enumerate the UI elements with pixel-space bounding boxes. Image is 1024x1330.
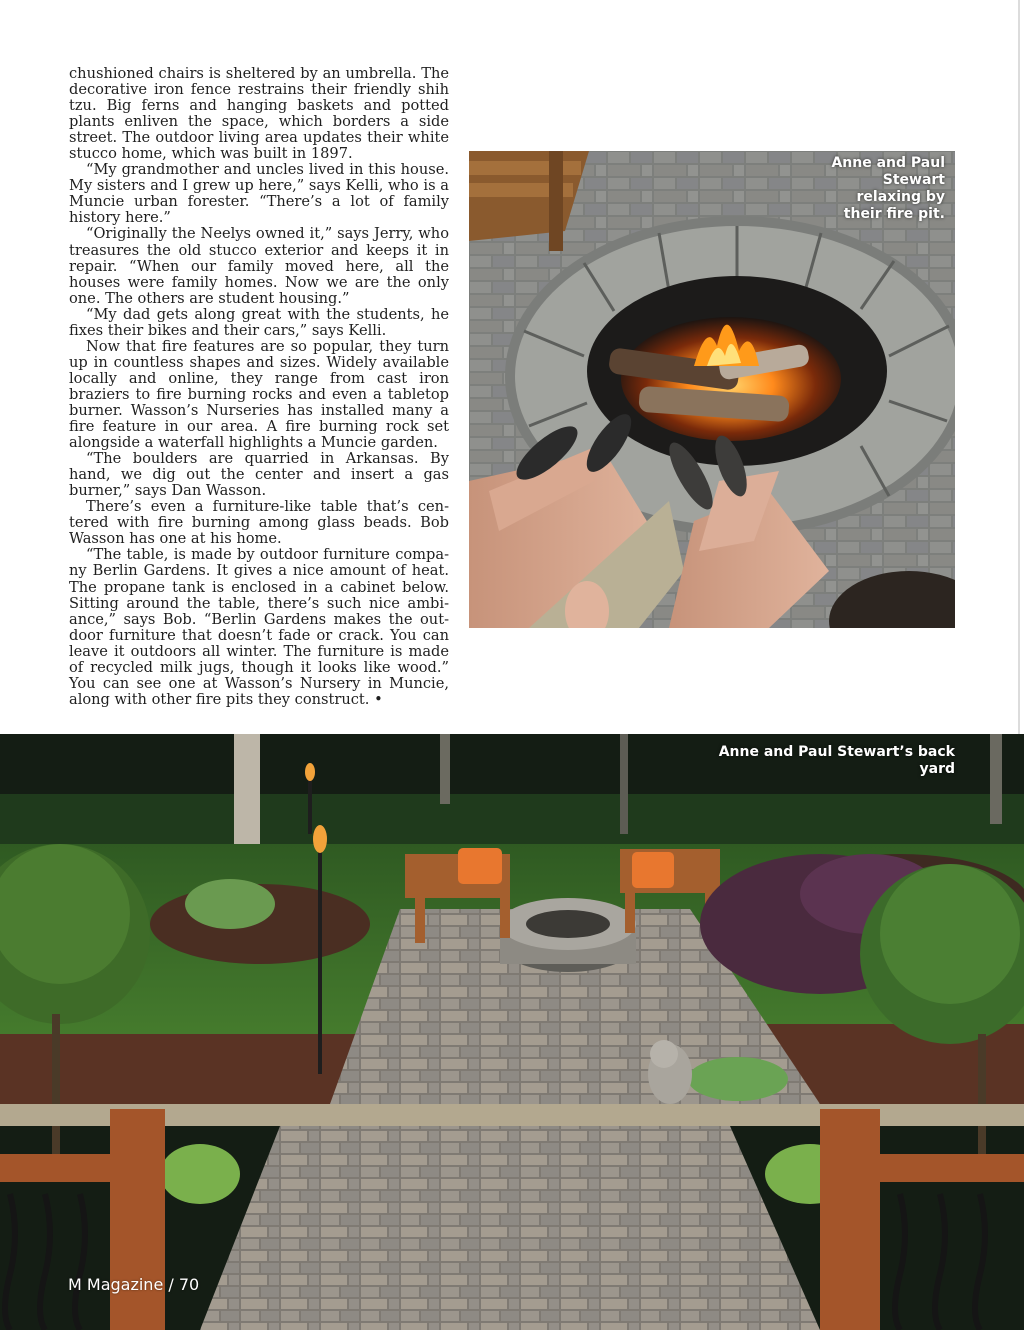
- article-paragraph: There’s even a furniture-like table that’s centered with fire burning among glass beads. Bob Wasson has one at his home.: [69, 498, 449, 548]
- article-paragraph: “The boulders are quarried in Arkansas. By hand, we dig out the center and insert a gas burner,” says Dan Wasson.: [69, 450, 449, 500]
- article-paragraph: Now that fire features are so popular, they turn up in countless shapes and sizes. Widely available locally and online, they range from cast iron braziers to fire burning rocks and even a tabletop burner. Wasson’s Nurseries has installed many a fire feature in our area. A fire burning rock set alongside a waterfall highlights a Muncie garden.: [69, 337, 449, 452]
- article-paragraph: chushioned chairs is sheltered by an umbrella. The decorative iron fence restrains their friendly shih tzu. Big ferns and hanging baskets and potted plants enliven the space, which borders a side street. The outdoor living area updates their white stucco home, which was built in 1897.: [69, 65, 449, 163]
- backyard-caption: Anne and Paul Stewart’s back yard: [718, 744, 955, 777]
- backyard-photo: [0, 734, 1024, 1330]
- page-edge-rule: [1018, 0, 1020, 734]
- backyard-illustration: [0, 734, 1024, 1330]
- firepit-caption: Anne and Paul Stewart relaxing by their fire pit.: [831, 155, 945, 222]
- article-paragraph: “My dad gets along great with the students, he fixes their bikes and their cars,” says Kelli.: [69, 305, 449, 339]
- article-paragraph: “My grandmother and uncles lived in this house. My sisters and I grew up here,” says Kelli, who is a Muncie urban forester. “There’s a lot of family history here.”: [69, 161, 449, 227]
- article-column: [69, 66, 449, 708]
- article-paragraph: “The table, is made by outdoor furniture company Berlin Gardens. It gives a nice amount of heat. The propane tank is enclosed in a cabinet below. Sitting around the table, there’s such nice ambiance,” says Bob. “Berlin Gardens makes the outdoor furniture that doesn’t fade or crack. You can leave it outdoors all winter. The furniture is made of recycled milk jugs, though it looks like wood.” You can see one at Wasson’s Nursery in Muncie, along with other fire pits they construct. •: [69, 546, 449, 708]
- article-paragraph: “Originally the Neelys owned it,” says Jerry, who treasures the old stucco exterior and keeps it in repair. “When our family moved here, all the houses were family homes. Now we are the only one. The others are student housing.”: [69, 225, 449, 307]
- firepit-photo: [469, 151, 955, 628]
- page-folio: M Magazine / 70: [68, 1275, 200, 1294]
